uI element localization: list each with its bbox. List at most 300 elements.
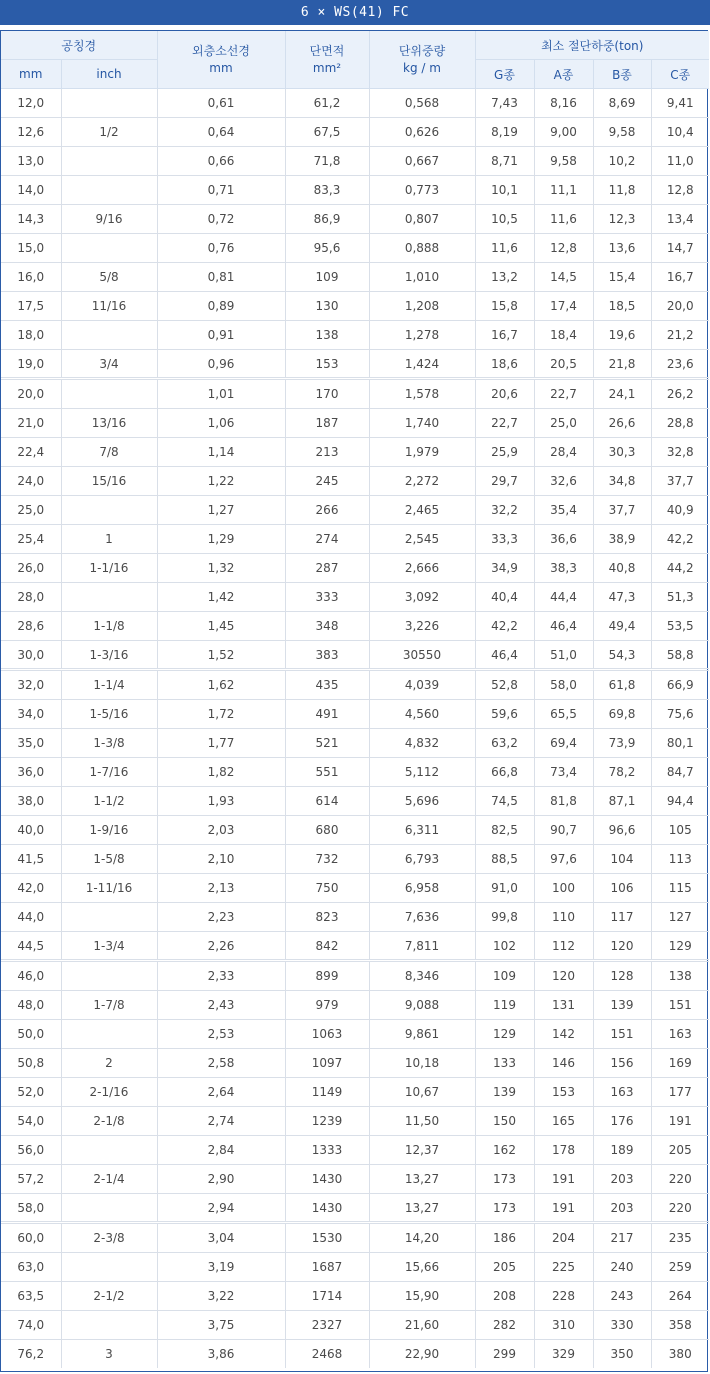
cell-weight: 5,112 bbox=[369, 758, 475, 787]
cell-grade-g: 8,19 bbox=[475, 118, 534, 147]
cell-mm: 60,0 bbox=[1, 1223, 61, 1253]
cell-grade-a: 204 bbox=[534, 1223, 593, 1253]
cell-weight: 0,807 bbox=[369, 205, 475, 234]
cell-grade-a: 165 bbox=[534, 1107, 593, 1136]
cell-grade-c: 115 bbox=[651, 874, 709, 903]
cell-weight: 8,346 bbox=[369, 961, 475, 991]
cell-area: 138 bbox=[285, 321, 369, 350]
cell-grade-c: 177 bbox=[651, 1078, 709, 1107]
cell-mm: 22,4 bbox=[1, 438, 61, 467]
cell-grade-b: 37,7 bbox=[593, 496, 651, 525]
cell-weight: 13,27 bbox=[369, 1165, 475, 1194]
cell-grade-b: 106 bbox=[593, 874, 651, 903]
cell-mm: 46,0 bbox=[1, 961, 61, 991]
cell-grade-g: 10,5 bbox=[475, 205, 534, 234]
cell-grade-c: 13,4 bbox=[651, 205, 709, 234]
cell-wire-dia: 2,33 bbox=[157, 961, 285, 991]
cell-grade-g: 15,8 bbox=[475, 292, 534, 321]
table-row bbox=[1, 1107, 709, 1136]
cell-grade-c: 16,7 bbox=[651, 263, 709, 292]
cell-grade-b: 19,6 bbox=[593, 321, 651, 350]
cell-grade-c: 23,6 bbox=[651, 350, 709, 379]
cell-mm: 57,2 bbox=[1, 1165, 61, 1194]
cell-grade-a: 225 bbox=[534, 1253, 593, 1282]
cell-weight: 4,560 bbox=[369, 700, 475, 729]
cell-grade-c: 205 bbox=[651, 1136, 709, 1165]
table-row bbox=[1, 525, 709, 554]
cell-grade-g: 22,7 bbox=[475, 409, 534, 438]
cell-grade-a: 12,8 bbox=[534, 234, 593, 263]
cell-wire-dia: 1,27 bbox=[157, 496, 285, 525]
cell-grade-c: 32,8 bbox=[651, 438, 709, 467]
cell-area: 383 bbox=[285, 641, 369, 670]
cell-inch bbox=[61, 1136, 157, 1165]
cell-grade-c: 138 bbox=[651, 961, 709, 991]
cell-grade-a: 310 bbox=[534, 1311, 593, 1340]
cell-mm: 14,0 bbox=[1, 176, 61, 205]
cell-grade-b: 104 bbox=[593, 845, 651, 874]
cell-grade-b: 243 bbox=[593, 1282, 651, 1311]
header-unit-weight bbox=[369, 31, 475, 89]
table-row bbox=[1, 1223, 709, 1253]
cell-weight: 10,18 bbox=[369, 1049, 475, 1078]
table-row bbox=[1, 1049, 709, 1078]
header-cross-section-area-label: 단면적 bbox=[309, 43, 345, 58]
cell-mm: 52,0 bbox=[1, 1078, 61, 1107]
table-title: 6 × WS(41) FC bbox=[300, 5, 410, 20]
cell-grade-c: 191 bbox=[651, 1107, 709, 1136]
cell-area: 1063 bbox=[285, 1020, 369, 1049]
table-row bbox=[1, 991, 709, 1020]
cell-weight: 6,311 bbox=[369, 816, 475, 845]
table-row bbox=[1, 758, 709, 787]
cell-wire-dia: 2,74 bbox=[157, 1107, 285, 1136]
cell-mm: 63,0 bbox=[1, 1253, 61, 1282]
table-row bbox=[1, 1282, 709, 1311]
cell-mm: 18,0 bbox=[1, 321, 61, 350]
cell-weight: 1,578 bbox=[369, 379, 475, 409]
cell-area: 1687 bbox=[285, 1253, 369, 1282]
cell-wire-dia: 1,45 bbox=[157, 612, 285, 641]
cell-grade-c: 94,4 bbox=[651, 787, 709, 816]
cell-grade-a: 81,8 bbox=[534, 787, 593, 816]
cell-inch: 7/8 bbox=[61, 438, 157, 467]
cell-wire-dia: 1,93 bbox=[157, 787, 285, 816]
table-row bbox=[1, 670, 709, 700]
cell-wire-dia: 1,32 bbox=[157, 554, 285, 583]
cell-weight: 9,861 bbox=[369, 1020, 475, 1049]
cell-grade-a: 153 bbox=[534, 1078, 593, 1107]
cell-weight: 0,667 bbox=[369, 147, 475, 176]
cell-wire-dia: 1,62 bbox=[157, 670, 285, 700]
cell-area: 2327 bbox=[285, 1311, 369, 1340]
cell-grade-b: 330 bbox=[593, 1311, 651, 1340]
table-row bbox=[1, 147, 709, 176]
cell-mm: 74,0 bbox=[1, 1311, 61, 1340]
table-row bbox=[1, 1136, 709, 1165]
cell-wire-dia: 1,01 bbox=[157, 379, 285, 409]
cell-grade-g: 205 bbox=[475, 1253, 534, 1282]
cell-wire-dia: 0,71 bbox=[157, 176, 285, 205]
cell-grade-b: 240 bbox=[593, 1253, 651, 1282]
cell-grade-a: 35,4 bbox=[534, 496, 593, 525]
cell-mm: 56,0 bbox=[1, 1136, 61, 1165]
cell-grade-a: 69,4 bbox=[534, 729, 593, 758]
cell-grade-g: 282 bbox=[475, 1311, 534, 1340]
cell-mm: 44,5 bbox=[1, 932, 61, 961]
cell-mm: 58,0 bbox=[1, 1194, 61, 1223]
cell-weight: 4,039 bbox=[369, 670, 475, 700]
cell-grade-b: 120 bbox=[593, 932, 651, 961]
cell-grade-c: 264 bbox=[651, 1282, 709, 1311]
cell-mm: 17,5 bbox=[1, 292, 61, 321]
cell-grade-c: 44,2 bbox=[651, 554, 709, 583]
cell-grade-g: 34,9 bbox=[475, 554, 534, 583]
cell-weight: 1,010 bbox=[369, 263, 475, 292]
cell-wire-dia: 0,96 bbox=[157, 350, 285, 379]
cell-grade-a: 28,4 bbox=[534, 438, 593, 467]
cell-grade-a: 32,6 bbox=[534, 467, 593, 496]
cell-area: 187 bbox=[285, 409, 369, 438]
cell-mm: 36,0 bbox=[1, 758, 61, 787]
table-row bbox=[1, 438, 709, 467]
cell-weight: 4,832 bbox=[369, 729, 475, 758]
cell-mm: 41,5 bbox=[1, 845, 61, 874]
cell-inch bbox=[61, 321, 157, 350]
cell-area: 979 bbox=[285, 991, 369, 1020]
cell-area: 551 bbox=[285, 758, 369, 787]
cell-mm: 12,0 bbox=[1, 89, 61, 118]
cell-grade-a: 36,6 bbox=[534, 525, 593, 554]
header-unit-weight-label: 단위중량 bbox=[398, 43, 446, 58]
cell-grade-a: 65,5 bbox=[534, 700, 593, 729]
cell-inch: 2 bbox=[61, 1049, 157, 1078]
header-grade-c: C종 bbox=[651, 60, 709, 89]
cell-grade-g: 129 bbox=[475, 1020, 534, 1049]
cell-weight: 1,424 bbox=[369, 350, 475, 379]
cell-mm: 35,0 bbox=[1, 729, 61, 758]
cell-grade-b: 96,6 bbox=[593, 816, 651, 845]
cell-grade-g: 25,9 bbox=[475, 438, 534, 467]
table-row bbox=[1, 845, 709, 874]
cell-grade-c: 53,5 bbox=[651, 612, 709, 641]
cell-inch: 15/16 bbox=[61, 467, 157, 496]
cell-weight: 2,545 bbox=[369, 525, 475, 554]
cell-grade-c: 28,8 bbox=[651, 409, 709, 438]
table-row bbox=[1, 409, 709, 438]
cell-inch: 11/16 bbox=[61, 292, 157, 321]
wire-rope-spec-table bbox=[1, 31, 709, 1368]
cell-wire-dia: 3,75 bbox=[157, 1311, 285, 1340]
cell-wire-dia: 1,82 bbox=[157, 758, 285, 787]
cell-wire-dia: 1,22 bbox=[157, 467, 285, 496]
cell-area: 1333 bbox=[285, 1136, 369, 1165]
cell-inch: 1 bbox=[61, 525, 157, 554]
cell-mm: 28,0 bbox=[1, 583, 61, 612]
table-row bbox=[1, 118, 709, 147]
cell-wire-dia: 2,23 bbox=[157, 903, 285, 932]
cell-grade-c: 105 bbox=[651, 816, 709, 845]
cell-weight: 0,626 bbox=[369, 118, 475, 147]
cell-grade-b: 11,8 bbox=[593, 176, 651, 205]
cell-grade-b: 13,6 bbox=[593, 234, 651, 263]
cell-mm: 13,0 bbox=[1, 147, 61, 176]
cell-grade-a: 11,1 bbox=[534, 176, 593, 205]
cell-grade-c: 51,3 bbox=[651, 583, 709, 612]
cell-area: 899 bbox=[285, 961, 369, 991]
cell-grade-a: 97,6 bbox=[534, 845, 593, 874]
cell-grade-c: 358 bbox=[651, 1311, 709, 1340]
cell-grade-a: 38,3 bbox=[534, 554, 593, 583]
cell-area: 287 bbox=[285, 554, 369, 583]
cell-grade-g: 18,6 bbox=[475, 350, 534, 379]
cell-mm: 40,0 bbox=[1, 816, 61, 845]
cell-grade-a: 46,4 bbox=[534, 612, 593, 641]
table-row bbox=[1, 205, 709, 234]
cell-grade-g: 20,6 bbox=[475, 379, 534, 409]
cell-mm: 19,0 bbox=[1, 350, 61, 379]
cell-grade-c: 113 bbox=[651, 845, 709, 874]
table-row bbox=[1, 292, 709, 321]
cell-mm: 21,0 bbox=[1, 409, 61, 438]
cell-grade-c: 220 bbox=[651, 1165, 709, 1194]
cell-grade-c: 20,0 bbox=[651, 292, 709, 321]
cell-grade-c: 127 bbox=[651, 903, 709, 932]
cell-grade-b: 61,8 bbox=[593, 670, 651, 700]
header-nominal-diameter: 공칭경 bbox=[1, 31, 157, 60]
cell-area: 842 bbox=[285, 932, 369, 961]
cell-grade-b: 30,3 bbox=[593, 438, 651, 467]
cell-weight: 3,226 bbox=[369, 612, 475, 641]
cell-grade-c: 40,9 bbox=[651, 496, 709, 525]
cell-grade-g: 102 bbox=[475, 932, 534, 961]
spec-table-body bbox=[1, 89, 709, 1369]
cell-grade-b: 73,9 bbox=[593, 729, 651, 758]
cell-wire-dia: 0,91 bbox=[157, 321, 285, 350]
cell-inch: 1-7/8 bbox=[61, 991, 157, 1020]
cell-grade-a: 58,0 bbox=[534, 670, 593, 700]
cell-mm: 14,3 bbox=[1, 205, 61, 234]
cell-grade-c: 26,2 bbox=[651, 379, 709, 409]
table-row bbox=[1, 379, 709, 409]
cell-grade-b: 350 bbox=[593, 1340, 651, 1369]
cell-grade-b: 9,58 bbox=[593, 118, 651, 147]
cell-grade-c: 80,1 bbox=[651, 729, 709, 758]
table-row bbox=[1, 583, 709, 612]
cell-grade-b: 47,3 bbox=[593, 583, 651, 612]
cell-grade-a: 17,4 bbox=[534, 292, 593, 321]
cell-area: 1239 bbox=[285, 1107, 369, 1136]
cell-wire-dia: 2,90 bbox=[157, 1165, 285, 1194]
cell-inch: 13/16 bbox=[61, 409, 157, 438]
cell-grade-a: 131 bbox=[534, 991, 593, 1020]
cell-wire-dia: 2,26 bbox=[157, 932, 285, 961]
cell-grade-c: 129 bbox=[651, 932, 709, 961]
cell-grade-g: 186 bbox=[475, 1223, 534, 1253]
table-row bbox=[1, 961, 709, 991]
cell-wire-dia: 1,77 bbox=[157, 729, 285, 758]
cell-inch bbox=[61, 496, 157, 525]
cell-grade-b: 217 bbox=[593, 1223, 651, 1253]
spec-table-frame bbox=[0, 30, 708, 1372]
cell-grade-a: 110 bbox=[534, 903, 593, 932]
cell-area: 1714 bbox=[285, 1282, 369, 1311]
header-grade-g: G종 bbox=[475, 60, 534, 89]
cell-inch: 9/16 bbox=[61, 205, 157, 234]
cell-grade-c: 9,41 bbox=[651, 89, 709, 118]
cell-grade-a: 120 bbox=[534, 961, 593, 991]
table-row bbox=[1, 1340, 709, 1369]
cell-grade-a: 191 bbox=[534, 1165, 593, 1194]
cell-weight: 2,666 bbox=[369, 554, 475, 583]
cell-weight: 3,092 bbox=[369, 583, 475, 612]
cell-inch: 2-1/16 bbox=[61, 1078, 157, 1107]
cell-area: 153 bbox=[285, 350, 369, 379]
cell-inch: 2-1/8 bbox=[61, 1107, 157, 1136]
cell-weight: 7,811 bbox=[369, 932, 475, 961]
cell-grade-a: 14,5 bbox=[534, 263, 593, 292]
cell-area: 680 bbox=[285, 816, 369, 845]
cell-mm: 54,0 bbox=[1, 1107, 61, 1136]
header-inch: inch bbox=[61, 60, 157, 89]
cell-inch: 3/4 bbox=[61, 350, 157, 379]
cell-inch: 1-9/16 bbox=[61, 816, 157, 845]
header-cross-section-area-unit: mm² bbox=[312, 60, 342, 75]
table-row bbox=[1, 1311, 709, 1340]
cell-grade-g: 91,0 bbox=[475, 874, 534, 903]
cell-weight: 0,773 bbox=[369, 176, 475, 205]
cell-grade-b: 24,1 bbox=[593, 379, 651, 409]
cell-inch: 1-7/16 bbox=[61, 758, 157, 787]
cell-grade-a: 146 bbox=[534, 1049, 593, 1078]
cell-inch: 1-3/4 bbox=[61, 932, 157, 961]
header-outer-wire-diameter-label: 외층소선경 bbox=[192, 43, 250, 58]
cell-inch: 1-1/2 bbox=[61, 787, 157, 816]
cell-area: 348 bbox=[285, 612, 369, 641]
cell-weight: 15,90 bbox=[369, 1282, 475, 1311]
cell-wire-dia: 2,84 bbox=[157, 1136, 285, 1165]
cell-grade-b: 8,69 bbox=[593, 89, 651, 118]
cell-grade-b: 12,3 bbox=[593, 205, 651, 234]
table-row bbox=[1, 263, 709, 292]
cell-weight: 2,465 bbox=[369, 496, 475, 525]
cell-inch: 2-1/4 bbox=[61, 1165, 157, 1194]
cell-mm: 32,0 bbox=[1, 670, 61, 700]
cell-inch bbox=[61, 1194, 157, 1223]
cell-area: 67,5 bbox=[285, 118, 369, 147]
table-row bbox=[1, 554, 709, 583]
cell-inch: 1-3/16 bbox=[61, 641, 157, 670]
cell-area: 823 bbox=[285, 903, 369, 932]
cell-grade-b: 156 bbox=[593, 1049, 651, 1078]
cell-inch bbox=[61, 379, 157, 409]
cell-weight: 1,278 bbox=[369, 321, 475, 350]
cell-wire-dia: 2,64 bbox=[157, 1078, 285, 1107]
cell-mm: 26,0 bbox=[1, 554, 61, 583]
cell-grade-a: 112 bbox=[534, 932, 593, 961]
header-grade-b: B종 bbox=[593, 60, 651, 89]
cell-grade-a: 25,0 bbox=[534, 409, 593, 438]
cell-area: 274 bbox=[285, 525, 369, 554]
cell-grade-c: 21,2 bbox=[651, 321, 709, 350]
cell-grade-c: 380 bbox=[668, 1347, 692, 1361]
cell-grade-b: 10,2 bbox=[593, 147, 651, 176]
cell-wire-dia: 1,42 bbox=[157, 583, 285, 612]
cell-wire-dia: 0,81 bbox=[157, 263, 285, 292]
cell-grade-b: 176 bbox=[593, 1107, 651, 1136]
cell-mm: 50,8 bbox=[1, 1049, 61, 1078]
cell-wire-dia: 1,06 bbox=[157, 409, 285, 438]
cell-area: 614 bbox=[285, 787, 369, 816]
cell-grade-c: 235 bbox=[651, 1223, 709, 1253]
cell-grade-a: 90,7 bbox=[534, 816, 593, 845]
cell-grade-c: 58,8 bbox=[651, 641, 709, 670]
cell-area: 95,6 bbox=[285, 234, 369, 263]
cell-wire-dia: 0,89 bbox=[157, 292, 285, 321]
cell-grade-g: 52,8 bbox=[475, 670, 534, 700]
cell-wire-dia: 2,58 bbox=[157, 1049, 285, 1078]
cell-area: 435 bbox=[285, 670, 369, 700]
cell-grade-b: 151 bbox=[593, 1020, 651, 1049]
cell-grade-g: 63,2 bbox=[475, 729, 534, 758]
cell-grade-g: 42,2 bbox=[475, 612, 534, 641]
cell-grade-g: 59,6 bbox=[475, 700, 534, 729]
cell-grade-b: 18,5 bbox=[593, 292, 651, 321]
cell-inch bbox=[61, 583, 157, 612]
cell-grade-b: 128 bbox=[593, 961, 651, 991]
cell-grade-a: 51,0 bbox=[534, 641, 593, 670]
cell-area: 83,3 bbox=[285, 176, 369, 205]
cell-wire-dia: 1,72 bbox=[157, 700, 285, 729]
cell-inch bbox=[61, 961, 157, 991]
cell-mm: 50,0 bbox=[1, 1020, 61, 1049]
cell-grade-c: 14,7 bbox=[651, 234, 709, 263]
cell-area: 1097 bbox=[285, 1049, 369, 1078]
cell-grade-c: 84,7 bbox=[651, 758, 709, 787]
cell-grade-a: 73,4 bbox=[534, 758, 593, 787]
cell-grade-g: 208 bbox=[475, 1282, 534, 1311]
cell-grade-g: 10,1 bbox=[475, 176, 534, 205]
cell-inch: 1-3/8 bbox=[61, 729, 157, 758]
cell-grade-b: 26,6 bbox=[593, 409, 651, 438]
cell-grade-g: 82,5 bbox=[475, 816, 534, 845]
cell-grade-b: 139 bbox=[593, 991, 651, 1020]
cell-grade-a: 9,00 bbox=[534, 118, 593, 147]
cell-area: 1149 bbox=[285, 1078, 369, 1107]
cell-inch bbox=[61, 176, 157, 205]
cell-grade-b: 34,8 bbox=[593, 467, 651, 496]
table-row bbox=[1, 496, 709, 525]
cell-weight: 6,958 bbox=[369, 874, 475, 903]
cell-weight: 0,888 bbox=[369, 234, 475, 263]
cell-grade-g: 13,2 bbox=[475, 263, 534, 292]
cell-grade-g: 16,7 bbox=[475, 321, 534, 350]
cell-wire-dia: 0,76 bbox=[157, 234, 285, 263]
table-row bbox=[1, 1253, 709, 1282]
cell-grade-g: 109 bbox=[475, 961, 534, 991]
cell-mm: 38,0 bbox=[1, 787, 61, 816]
cell-area: 1430 bbox=[285, 1194, 369, 1223]
cell-inch bbox=[61, 1311, 157, 1340]
cell-grade-g: 32,2 bbox=[475, 496, 534, 525]
cell-mm: 30,0 bbox=[1, 641, 61, 670]
cell-grade-g: 133 bbox=[475, 1049, 534, 1078]
cell-mm: 20,0 bbox=[1, 379, 61, 409]
cell-inch: 1-1/8 bbox=[61, 612, 157, 641]
cell-inch: 2-3/8 bbox=[61, 1223, 157, 1253]
table-row bbox=[1, 1078, 709, 1107]
cell-wire-dia: 3,19 bbox=[157, 1253, 285, 1282]
